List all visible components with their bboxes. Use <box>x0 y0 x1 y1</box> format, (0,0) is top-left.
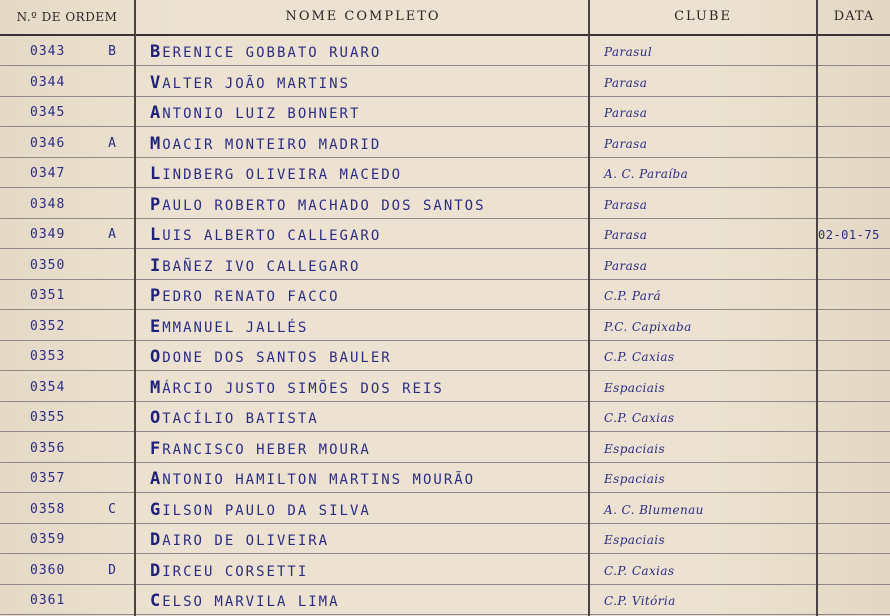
nome-cell: CELSO MARVILA LIMA <box>150 591 340 611</box>
nome-cell: EMMANUEL JALLÉS <box>150 316 309 337</box>
data-cell <box>818 162 888 186</box>
mark-cell <box>100 345 124 369</box>
mark-cell <box>100 589 124 613</box>
data-cell <box>818 406 888 430</box>
data-cell <box>818 437 888 461</box>
data-cell <box>818 589 888 613</box>
ordem-cell: 0353 <box>30 349 66 364</box>
clube-cell: C.P. Vitória <box>604 594 676 608</box>
ordem-cell: 0349 <box>30 227 66 242</box>
nome-cell: LINDBERG OLIVEIRA MACEDO <box>150 164 403 184</box>
ordem-cell: 0346 <box>30 135 66 151</box>
nome-cell: IBAÑEZ IVO CALLEGARO <box>150 255 361 276</box>
data-cell <box>818 559 888 583</box>
clube-cell: Parasa <box>604 106 648 120</box>
data-cell <box>818 254 888 278</box>
column-divider <box>134 0 136 616</box>
ordem-cell: 0358 <box>30 501 66 517</box>
clube-cell: P.C. Capixaba <box>604 319 692 334</box>
ordem-cell: 0361 <box>30 593 66 608</box>
data-cell <box>818 345 888 369</box>
nome-cell: OTACÍLIO BATISTA <box>150 408 319 428</box>
clube-cell: Parasul <box>604 45 653 59</box>
header-ordem: N.º DE ORDEM <box>16 10 118 24</box>
nome-cell: ODONE DOS SANTOS BAULER <box>150 347 392 367</box>
mark-cell <box>100 437 124 461</box>
clube-cell: C.P. Pará <box>604 289 662 303</box>
nome-cell: ANTONIO LUIZ BOHNERT <box>150 103 361 123</box>
ordem-cell: 0352 <box>30 318 66 334</box>
mark-cell <box>100 71 124 95</box>
nome-cell: DIRCEU CORSETTI <box>150 560 309 581</box>
data-cell <box>818 528 888 552</box>
mark-cell <box>100 284 124 308</box>
clube-cell: Espaciais <box>604 472 666 486</box>
mark-cell: C <box>108 501 116 517</box>
header-nome: NOME COMPLETO <box>285 9 441 24</box>
mark-cell <box>100 315 124 339</box>
ordem-cell: 0347 <box>30 166 66 181</box>
data-cell: 02-01-75 <box>818 228 880 242</box>
clube-cell: C.P. Caxias <box>604 411 675 425</box>
nome-cell: VALTER JOÃO MARTINS <box>150 72 350 93</box>
ordem-cell: 0345 <box>30 105 66 120</box>
nome-cell: PEDRO RENATO FACCO <box>150 286 340 306</box>
clube-cell: Parasa <box>604 136 648 151</box>
ordem-cell: 0356 <box>30 440 66 456</box>
nome-cell: ANTONIO HAMILTON MARTINS MOURÃO <box>150 469 476 489</box>
mark-cell <box>100 162 124 186</box>
ordem-cell: 0354 <box>30 379 66 395</box>
ordem-cell: 0360 <box>30 562 66 578</box>
nome-cell: BERENICE GOBBATO RUARO <box>150 42 382 62</box>
ordem-cell: 0359 <box>30 532 66 547</box>
ordem-cell: 0348 <box>30 196 66 212</box>
clube-cell: C.P. Caxias <box>604 563 675 578</box>
nome-cell: FRANCISCO HEBER MOURA <box>150 438 371 459</box>
mark-cell: A <box>108 135 116 151</box>
mark-cell <box>100 101 124 125</box>
data-cell <box>818 315 888 339</box>
clube-cell: Espaciais <box>604 380 666 395</box>
mark-cell: B <box>108 44 116 59</box>
column-divider <box>816 0 818 616</box>
mark-cell: D <box>108 562 116 578</box>
ordem-cell: 0343 <box>30 44 66 59</box>
nome-cell: DAIRO DE OLIVEIRA <box>150 530 330 550</box>
ordem-cell: 0355 <box>30 410 66 425</box>
mark-cell <box>100 193 124 217</box>
ordem-cell: 0357 <box>30 471 66 486</box>
clube-cell: C.P. Caxias <box>604 350 675 364</box>
mark-cell <box>100 254 124 278</box>
data-cell <box>818 71 888 95</box>
data-cell <box>818 467 888 491</box>
data-cell <box>818 101 888 125</box>
nome-cell: GILSON PAULO DA SILVA <box>150 499 371 520</box>
nome-cell: MÁRCIO JUSTO SIMÕES DOS REIS <box>150 377 444 398</box>
data-cell <box>818 193 888 217</box>
clube-cell: A. C. Blumenau <box>604 502 704 517</box>
ordem-cell: 0344 <box>30 74 66 90</box>
clube-cell: Parasa <box>604 197 648 212</box>
mark-cell <box>100 406 124 430</box>
mark-cell <box>100 528 124 552</box>
clube-cell: Parasa <box>604 258 648 273</box>
header-clube: CLUBE <box>674 9 732 24</box>
clube-cell: A. C. Paraíba <box>604 167 689 181</box>
clube-cell: Espaciais <box>604 441 666 456</box>
data-cell <box>818 498 888 522</box>
mark-cell <box>100 376 124 400</box>
nome-cell: MOACIR MONTEIRO MADRID <box>150 133 382 154</box>
nome-cell: LUIS ALBERTO CALLEGARO <box>150 225 382 245</box>
data-cell <box>818 376 888 400</box>
data-cell <box>818 284 888 308</box>
data-cell <box>818 132 888 156</box>
clube-cell: Espaciais <box>604 533 666 547</box>
column-divider <box>588 0 590 616</box>
data-cell <box>818 40 888 64</box>
ordem-cell: 0350 <box>30 257 66 273</box>
mark-cell: A <box>108 227 116 242</box>
ordem-cell: 0351 <box>30 288 66 303</box>
mark-cell <box>100 467 124 491</box>
nome-cell: PAULO ROBERTO MACHADO DOS SANTOS <box>150 194 486 215</box>
header-data: DATA <box>833 9 875 24</box>
clube-cell: Parasa <box>604 75 648 90</box>
clube-cell: Parasa <box>604 228 648 242</box>
